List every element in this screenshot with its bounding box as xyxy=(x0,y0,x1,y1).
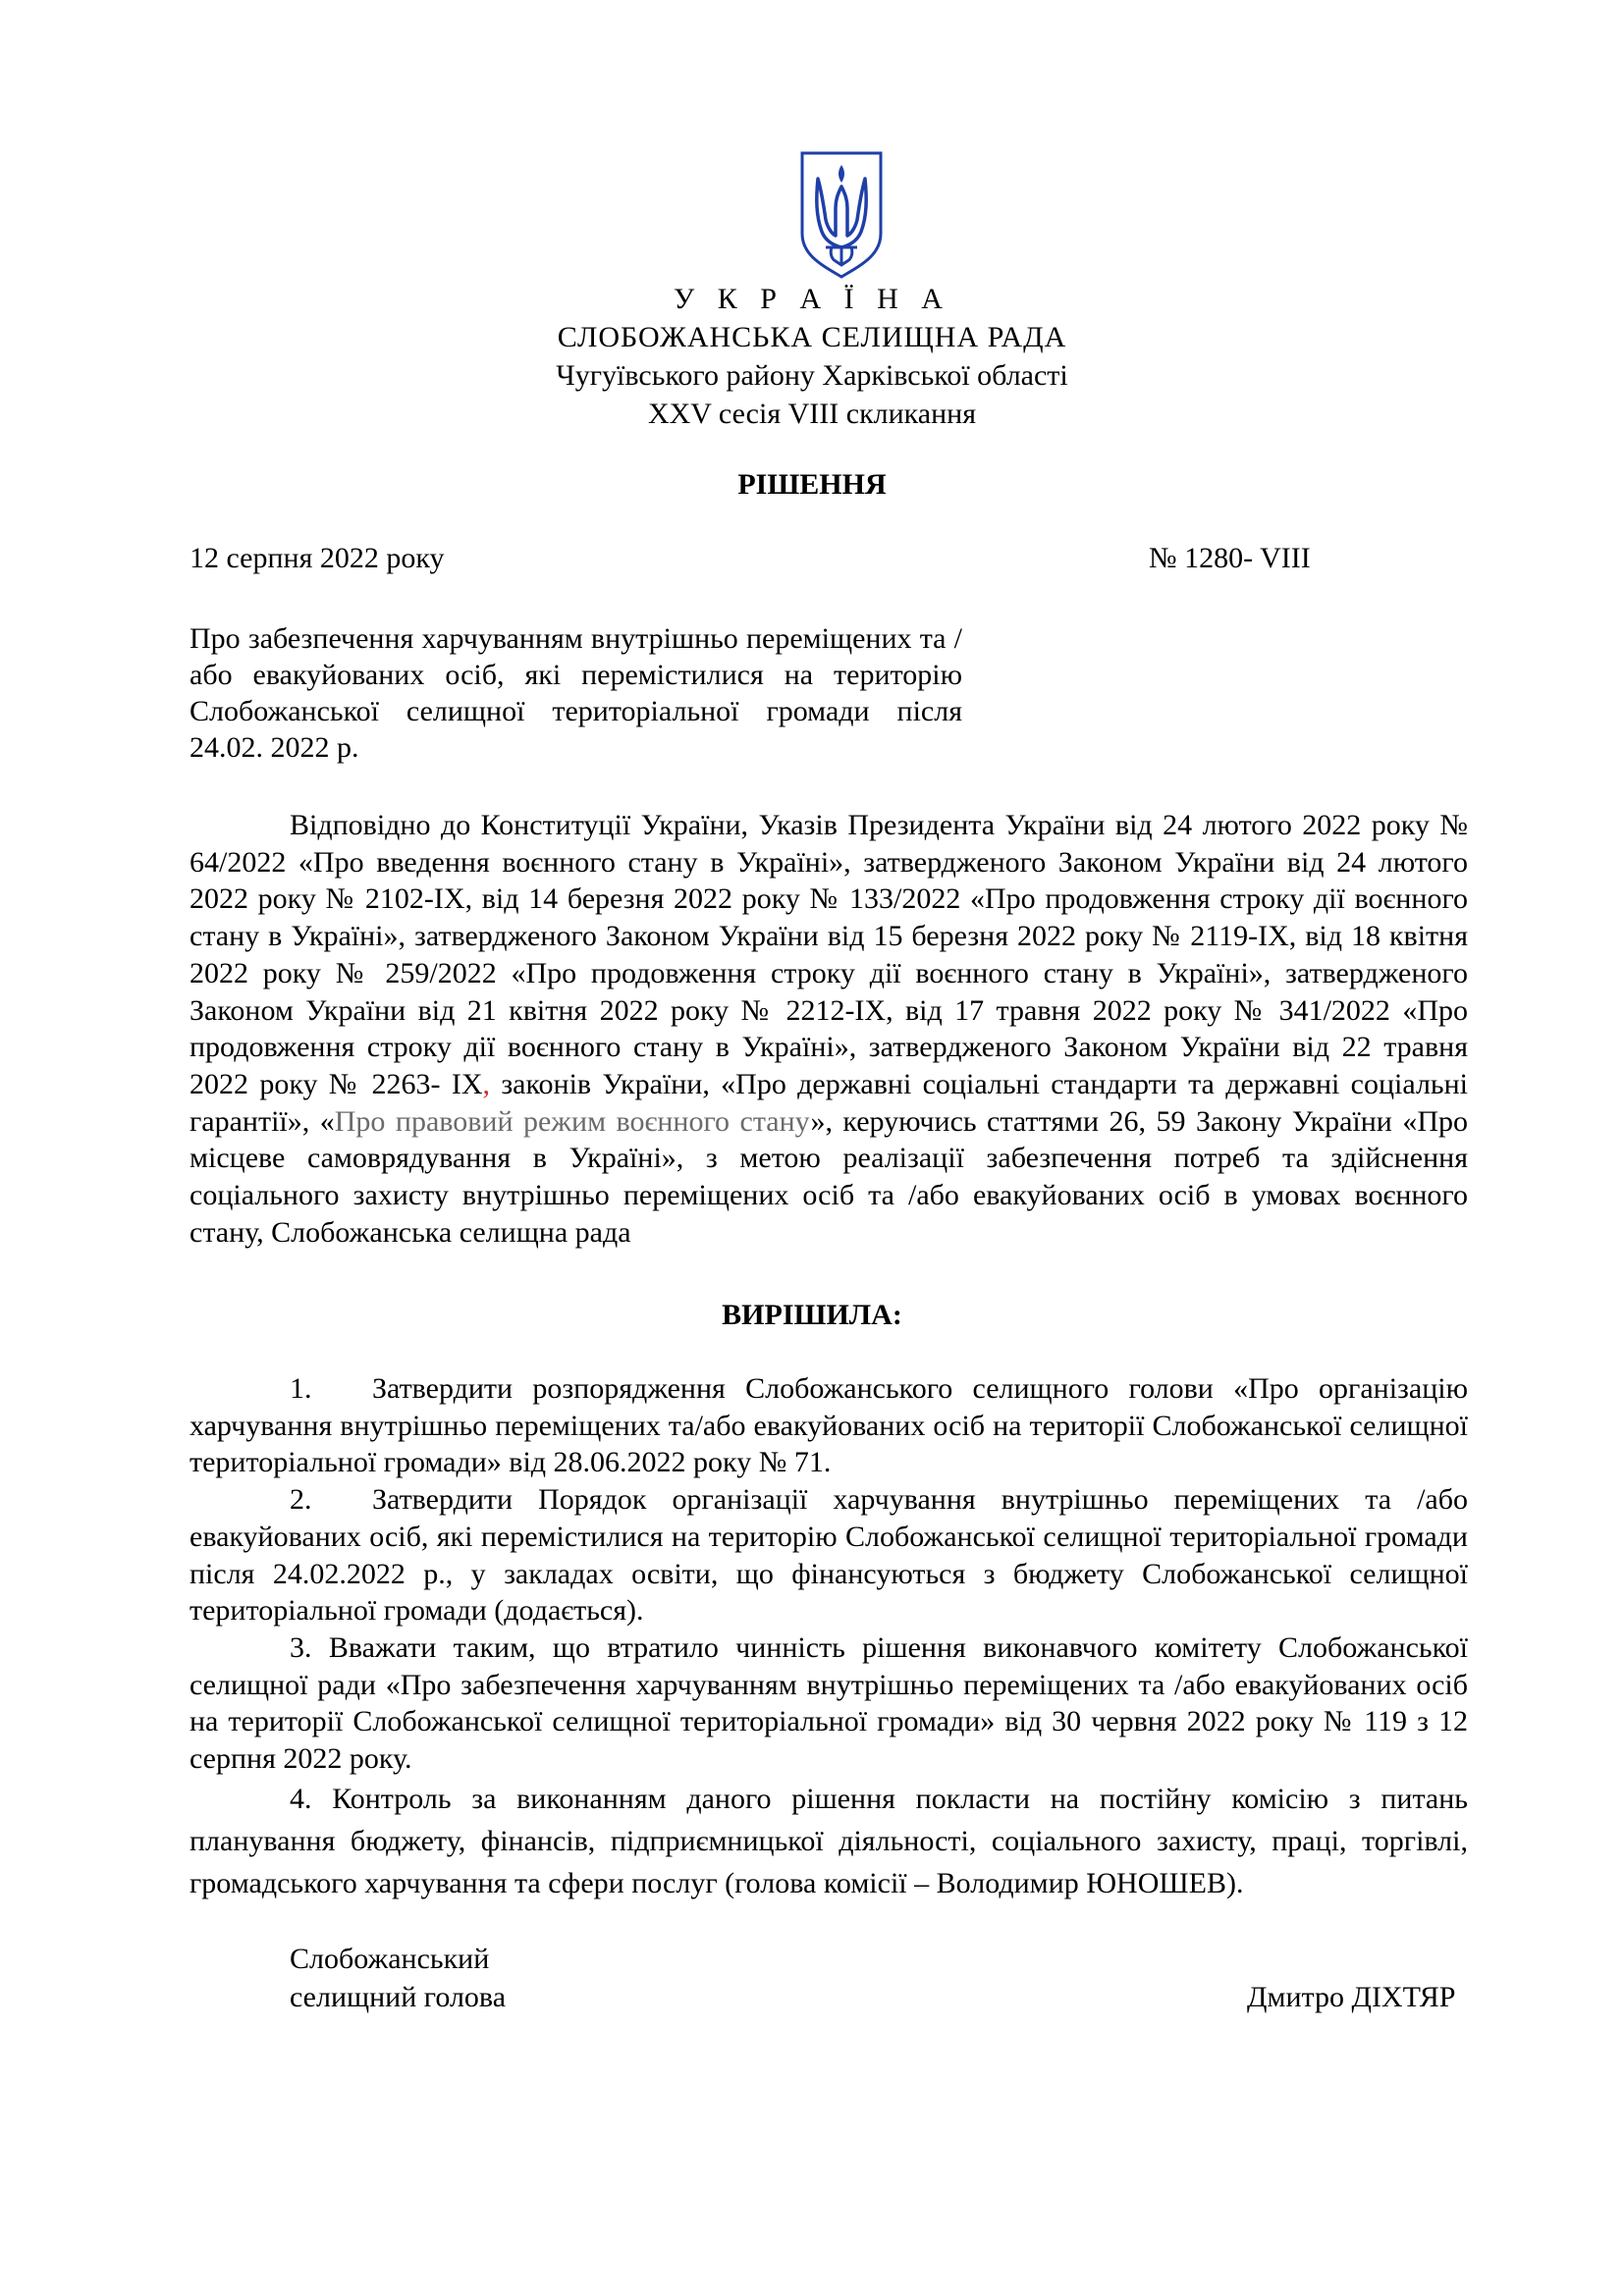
header-district: Чугуївського району Харківської області xyxy=(556,359,1068,392)
decision-item-2 xyxy=(189,1481,1468,1629)
preamble-text-3: », керуючись статтями 26, 59 Закону України «Про місцеве самоврядування в Україні», з метою реалізації забезпечення потреб та здійснення соціального захисту внутрішньо переміщених осіб та /або евакуйованих осіб в умовах воєнного стану, Слобожанська селищна рада xyxy=(189,1104,1468,1249)
ukraine-coat-of-arms-icon xyxy=(796,149,887,280)
document-number: № 1280- VIII xyxy=(1149,542,1311,574)
decision-item-3: 3. Вважати таким, що втратило чинність рішення виконавчого комітету Слобожанської селищної ради «Про забезпечення харчуванням внутрішньо переміщених та /або евакуйованих осіб на території Слобожанської селищної територіальної громади» від 30 червня 2022 року № 119 з 12 серпня 2022 року. xyxy=(189,1630,1468,1776)
preamble-grey-text: Про правовий режим воєнного стану xyxy=(334,1104,811,1138)
preamble-text-2: законів України, «Про державні соціальні стандарти та державні соціальні гарантії», « xyxy=(189,1067,1469,1138)
signatory-title xyxy=(290,1940,506,2016)
item-number: 1. xyxy=(290,1372,312,1405)
header-council: СЛОБОЖАНСЬКА СЕЛИЩНА РАДА xyxy=(557,321,1067,353)
signatory-title-line-2: селищний голова xyxy=(290,1981,507,2013)
item-text: Затвердити Порядок організації харчування внутрішньо переміщених та /або евакуйованих осіб, які перемістилися на територію Слобожанської селищної територіальної громади після 24.02.2022 р., у закладах освіти, що фінансуються з бюджету Слобожанської селищної територіальної громади (додається). xyxy=(189,1483,1468,1628)
signatory-name: Дмитро ДІХТЯР xyxy=(1247,1981,1456,2013)
header-country: У К Р А Ї Н А xyxy=(674,283,950,315)
item-text: Затвердити розпорядження Слобожанського селищного голови «Про організацію харчування внутрішньо переміщених та/або евакуйованих осіб на території Слобожанської селищної територіальної громади» від 28.06.2022 року № 71. xyxy=(189,1372,1468,1479)
decision-item-4: 4. Контроль за виконанням даного рішення покласти на постійну комісію з питань планування бюджету, фінансів, підприємницької діяльності, соціального захисту, праці, торгівлі, громадського харчування та сфери послуг (голова комісії – Володимир ЮНОШЕВ). xyxy=(189,1782,1468,1899)
resolved-heading: ВИРІШИЛА: xyxy=(722,1299,902,1331)
document-date: 12 серпня 2022 року xyxy=(189,542,445,574)
decision-item-1 xyxy=(189,1370,1468,1481)
document-title: РІШЕННЯ xyxy=(737,468,887,501)
preamble-red-comma: , xyxy=(482,1067,490,1100)
preamble-paragraph xyxy=(189,807,1468,1251)
preamble-text-1: Відповідно до Конституції України, Указів Президента України від 24 лютого 2022 року № 64/2022 «Про введення воєнного стану в Україні», затвердженого Законом України від 24 лютого 2022 року № 2102-IX, від 14 березня 2022 року № 133/2022 «Про продовження строку дії воєнного стану в Україні», затвердженого Законом України від 15 березня 2022 року № 2119-IX, від 18 квітня 2022 року № 259/2022 «Про продовження строку дії воєнного стану в Україні», затвердженого Законом України від 21 квітня 2022 року № 2212-IX, від 17 травня 2022 року № 341/2022 «Про продовження строку дії воєнного стану в Україні», затвердженого Законом України від 22 травня 2022 року № 2263- IX xyxy=(189,809,1468,1100)
signatory-title-line-1: Слобожанський xyxy=(290,1943,490,1975)
document-subject: Про забезпечення харчуванням внутрішньо переміщених та /або евакуйованих осіб, які перемістилися на територію Слобожанської селищної територіальної громади після 24.02. 2022 р. xyxy=(189,622,962,764)
header-session: XXV сесія VIII скликання xyxy=(647,398,977,430)
item-number: 2. xyxy=(290,1483,312,1517)
decision-items xyxy=(189,1370,1468,1904)
